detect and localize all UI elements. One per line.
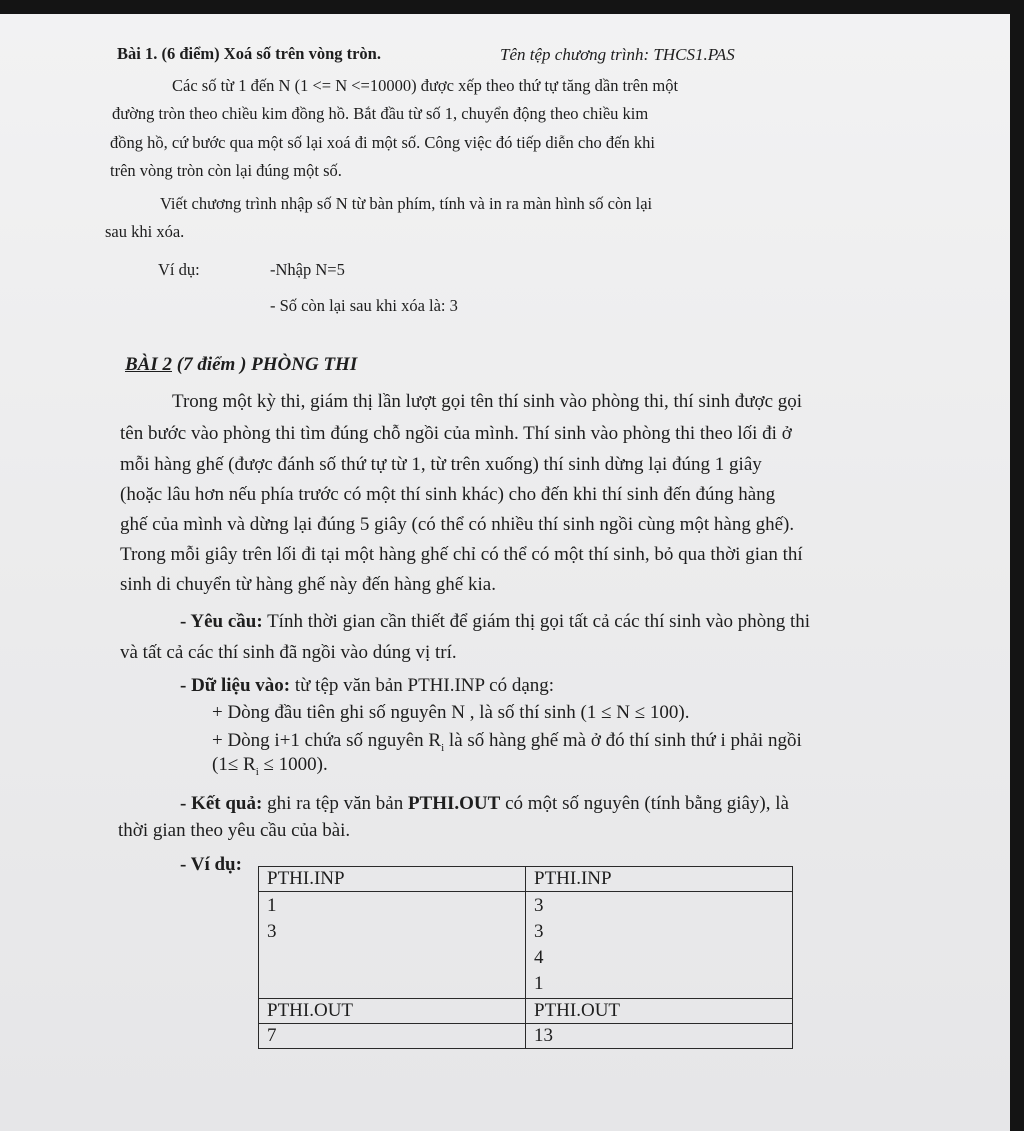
bai2-p1-line6: Trong mỗi giây trên lối đi tại một hàng ghế chỉ có thể có một thí sinh, bỏ qua thời gian thí	[120, 544, 803, 565]
out-value-1: 7	[259, 1024, 526, 1049]
example-table	[258, 866, 793, 1049]
out-value-2: 13	[526, 1024, 793, 1049]
bai2-title: BÀI 2 (7 điểm ) PHÒNG THI	[125, 354, 358, 375]
bai1-example-output: - Số còn lại sau khi xóa là: 3	[270, 296, 458, 315]
bai1-example-input: -Nhập N=5	[270, 260, 345, 279]
bai2-input-line2: + Dòng i+1 chứa số nguyên $R_i$ là số hàng ghế mà ở đó thí sinh thứ i phải ngồi	[212, 730, 802, 754]
bai2-input-line3: $(1\le R_i \le 1000)$.	[212, 754, 328, 778]
bai2-p1-line7: sinh di chuyển từ hàng ghế này đến hàng ghế kia.	[120, 574, 496, 595]
bai2-p1-line1: Trong một kỳ thi, giám thị lần lượt gọi tên thí sinh vào phòng thi, thí sinh được gọi	[172, 391, 803, 412]
bai1-title: Bài 1. (6 điểm) Xoá số trên vòng tròn.	[117, 44, 381, 63]
bai1-filename: Tên tệp chương trình: THCS1.PAS	[500, 45, 735, 64]
bai2-p1-line2: tên bước vào phòng thi tìm đúng chỗ ngồi của mình. Thí sinh vào phòng thi theo lối đi ở	[120, 423, 792, 444]
cell-value: 3	[534, 921, 544, 942]
bai2-output-line2: thời gian theo yêu cầu của bài.	[118, 820, 351, 841]
cell-value: 3	[267, 921, 277, 942]
bai2-example-label: - Ví dụ:	[180, 854, 242, 875]
cell-value: 1	[267, 895, 277, 916]
bai1-p1-line2: đường tròn theo chiều kim đồng hồ. Bắt đầu từ số 1, chuyển động theo chiều kim	[112, 104, 649, 123]
cell-value: 1	[534, 973, 544, 994]
bai2-input-line1: + Dòng đầu tiên ghi số nguyên N , là số thí sinh (1 ≤ N ≤ 100).	[212, 702, 690, 723]
table-row	[259, 892, 793, 999]
table-row	[259, 999, 793, 1024]
bai1-example-label: Ví dụ:	[158, 260, 200, 279]
table-row	[259, 1024, 793, 1049]
exam-paper	[0, 14, 1010, 1131]
bai2-p1-line5: ghế của mình và dừng lại đúng 5 giây (có thể có nhiều thí sinh ngồi cùng một hàng ghế).	[120, 514, 795, 535]
inp-header-2: PTHI.INP	[526, 867, 793, 892]
inp-values-2	[526, 892, 793, 999]
bai1-p1-line4: trên vòng tròn còn lại đúng một số.	[110, 161, 342, 180]
bai1-p2-line1: Viết chương trình nhập số N từ bàn phím, tính và in ra màn hình số còn lại	[160, 194, 653, 213]
bai2-input-heading: - Dữ liệu vào: từ tệp văn bản PTHI.INP có dạng:	[180, 675, 555, 696]
out-header-2: PTHI.OUT	[526, 999, 793, 1024]
inp-values-1	[259, 892, 526, 999]
table-row	[259, 867, 793, 892]
bai2-requirement-line2: và tất cả các thí sinh đã ngồi vào dúng vị trí.	[120, 642, 457, 663]
bai2-requirement: - Yêu cầu: Tính thời gian cần thiết để giám thị gọi tất cả các thí sinh vào phòng thi	[180, 611, 811, 632]
bai2-output-heading: - Kết quả: ghi ra tệp văn bản PTHI.OUT có một số nguyên (tính bằng giây), là	[180, 793, 789, 814]
bai1-p1-line1: Các số từ 1 đến N (1 <= N <=10000) được xếp theo thứ tự tăng dần trên một	[172, 76, 679, 95]
out-header-1: PTHI.OUT	[259, 999, 526, 1024]
cell-value: 4	[534, 947, 544, 968]
cell-value: 3	[534, 895, 544, 916]
bai2-p1-line4: (hoặc lâu hơn nếu phía trước có một thí sinh khác) cho đến khi thí sinh đến đúng hàng	[120, 484, 776, 505]
bai2-p1-line3: mỗi hàng ghế (được đánh số thứ tự từ 1, từ trên xuống) thí sinh dừng lại đúng 1 giây	[120, 454, 762, 475]
bai1-p1-line3: đồng hồ, cứ bước qua một số lại xoá đi một số. Công việc đó tiếp diễn cho đến khi	[110, 133, 655, 152]
bai1-p2-line2: sau khi xóa.	[105, 222, 185, 241]
inp-header-1: PTHI.INP	[259, 867, 526, 892]
